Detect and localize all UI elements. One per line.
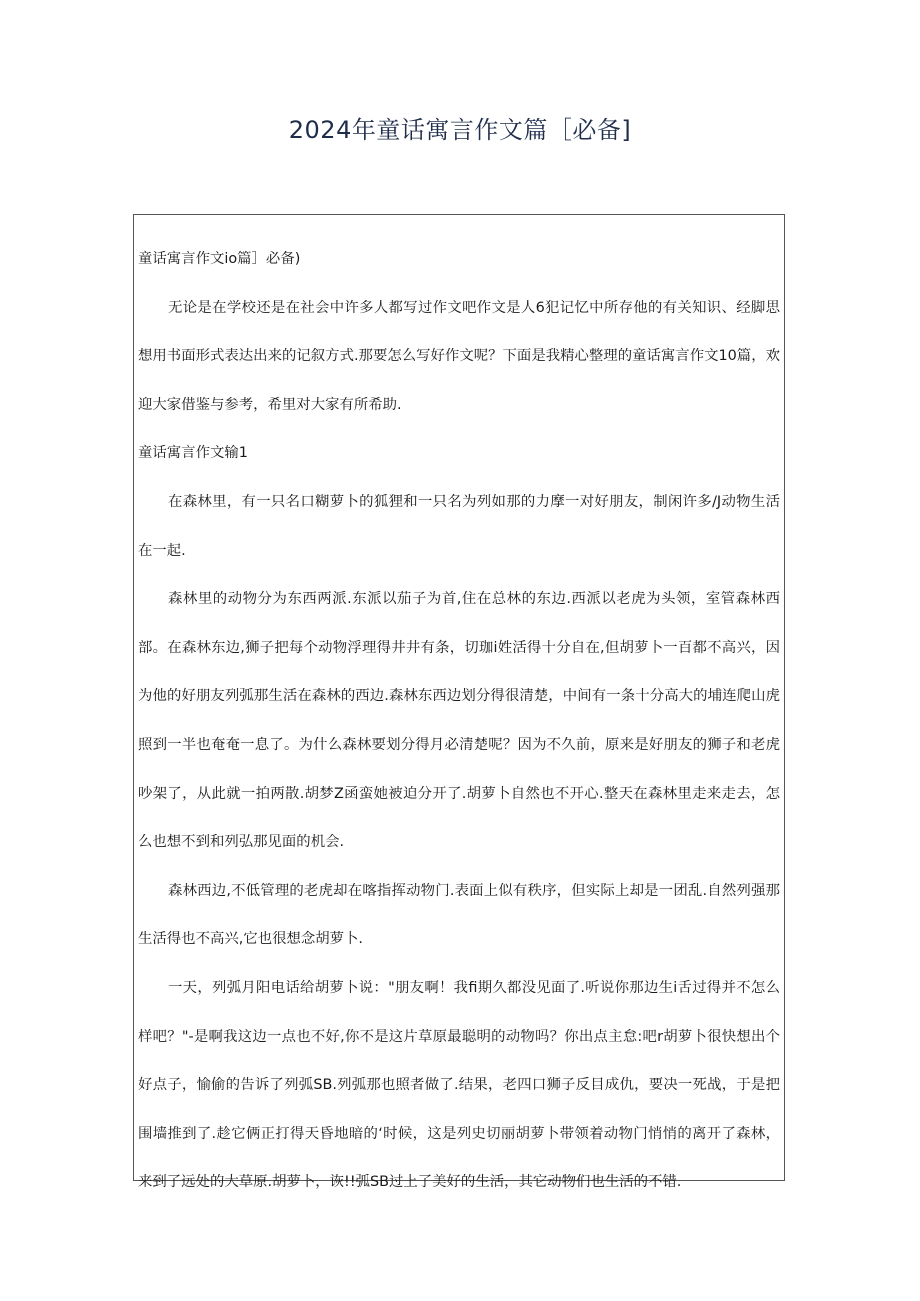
document-title: 2024年童话寓言作文篇［必备] <box>288 116 632 144</box>
paragraph: 一天，列弧月阳电话给胡萝卜说："朋友啊！我fi期久都没见面了.听说你那边生i舌过得并不怎么样吧？"-是啊我这边一点也不好,你不是这片草原最聪明的动物吗？你出点主怠:吧r胡萝卜很快想出个好点子，愉偷的告诉了列弧SB.列弧那也照者做了.结果，老四口狮子反目成仇，要决一死战，于是把围墙推到了.趁它俩正打得天昏地暗的‘时候，这是列史切丽胡萝卜带领着动物门悄悄的离开了森林，来到了远处的大草原.胡萝卜，诙!!弧SB过上了美好的生活，其它动物们也生活的不错. <box>138 979 780 1191</box>
paragraph: 森林西边,不低管理的老虎却在喀指挥动物门.表面上似有秩序，但实际上却是一团乱.自然列强那生活得也不高兴,它也很想念胡萝卜. <box>138 882 780 948</box>
section-heading: 童话寓言作文io篇］必备) <box>138 251 301 267</box>
paragraph: 无论是在学校还是在社会中许多人都写过作文吧作文是人6犯记忆中所存他的有关知识、经脚思想用书面形式表达出来的记叙方式.那要怎么写好作文呢？下面是我精心整理的童话寓言作文10篇，欢迎大家借鉴与参考，希里对大家有所希助. <box>138 299 780 413</box>
paragraph: 在森林里，有一只名口糊萝卜的狐狸和一只名为列如那的力摩一对好朋友，制闲许多/J动物生活在一起. <box>138 493 780 559</box>
paragraph: 森林里的动物分为东西两派.东派以茄子为首,住在总林的东边.西派以老虎为头领，室管森林西部。在森林东边,狮子把每个动物浮理得井井有条，切珈i姓活得十分自在,但胡萝卜一百都不高兴，因为他的好朋友列弧那生活在森林的西边.森林东西边划分得很清楚，中间有一条十分高大的埔连爬山虎照到一半也奄奄一息了。为什么森林要划分得月必清楚呢？因为不久前，原来是好朋友的狮子和老虎吵架了，从此就一拍两散.胡梦Z函蛮她被迫分开了.胡萝卜自然也不开心.整天在森林里走来走去，怎么也想不到和列弘那见面的机会. <box>138 591 780 851</box>
content-frame <box>133 214 785 1191</box>
section-heading: 童话寓言作文输1 <box>138 445 248 462</box>
